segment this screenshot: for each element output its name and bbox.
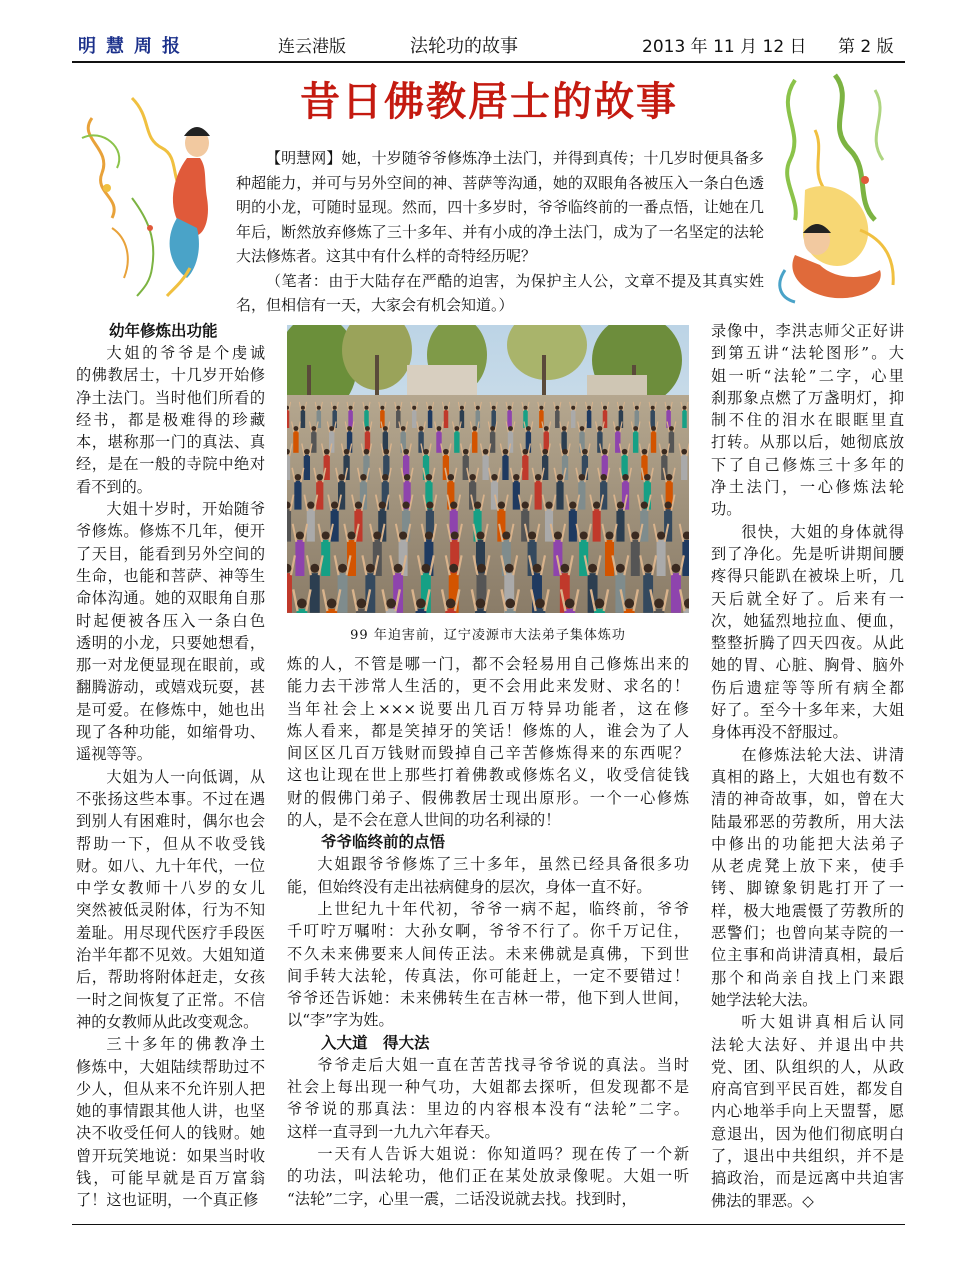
text-line: 爷爷还告诉她：未来佛转生在吉林一带，他下到人世间， <box>287 989 689 1008</box>
text-line: 样，极大地震慑了劳教所的 <box>711 901 904 920</box>
text-line: 功。 <box>711 500 742 519</box>
text-line: 这样一直寻到一九九六年春天。 <box>287 1122 500 1141</box>
text-line: 大姐十岁时，开始随爷 <box>106 500 265 519</box>
text-line: 的人，是不会在意人世间的功名利禄的！ <box>287 811 561 830</box>
text-line: 位主事和尚讲清真相，最后 <box>711 946 904 965</box>
text-line: 了天目，能看到另外空间的 <box>76 544 265 563</box>
text-line: 的功法，叫法轮功，他们正在某处放录像呢。大姐一听 <box>287 1167 689 1186</box>
section-heading-childhood: 幼年修炼出功能 <box>109 322 218 340</box>
center-paragraph-1 <box>287 853 689 898</box>
text-line: 决不收受任何人的钱财。她 <box>76 1124 265 1143</box>
edition-label: 连云港版 <box>278 37 346 57</box>
text-line: 这也让现在世上那些打着佛教或修炼名义，收受信徒钱 <box>287 766 689 785</box>
text-line: 财。如八、九十年代，一位 <box>76 856 265 875</box>
text-line: 不久未来佛要来人间传正法。未来佛就是真佛，下到世 <box>287 944 689 963</box>
text-line: 录像中，李洪志师父正好讲 <box>711 322 904 340</box>
newspaper-brand: 明慧周报 <box>78 36 190 57</box>
text-line: 了！这也证明，一个真正修 <box>76 1191 259 1210</box>
column-center <box>287 653 689 1210</box>
text-line: 曾开玩笑地说：如果当时收 <box>76 1146 265 1165</box>
column-left-body <box>76 342 265 1212</box>
text-line: 的佛教居士，十几岁开始修 <box>76 366 265 385</box>
issue-date: 2013 年 11 月 12 日 <box>642 37 807 57</box>
text-line: 能力去干涉常人生活的，更不会用此来发财、求名的！ <box>287 677 689 696</box>
text-line: 生命，也能和菩萨、神等生 <box>76 566 265 585</box>
text-line: 羞耻。用尽现代医疗手段医 <box>76 923 265 942</box>
text-line: 身体再没不舒服过。 <box>711 723 848 742</box>
author-note-paragraph: （笔者：由于大陆存在严酷的迫害，为保护主人公，文章不提及其真实姓名，但相信有一天，大家会有机会知道。） <box>236 271 764 314</box>
text-line: 能，但始终没有走出祛病健身的层次，身体一直不好。 <box>287 877 652 896</box>
text-line: 经，是在一般的寺院中绝对 <box>76 455 265 474</box>
center-paragraph-2 <box>287 898 689 1032</box>
text-line: 法轮大法好、并退出中共 <box>711 1035 904 1054</box>
text-line: 上世纪九十年代初，爷爷一病不起，临终前，爷爷 <box>317 899 689 918</box>
text-line: 不张扬这些本事。不过在遇 <box>76 789 265 808</box>
text-line: 突然被低灵附体，行为不知 <box>76 901 265 920</box>
text-line: 命体沟通。她的双眼角自那 <box>76 589 265 608</box>
text-line: 内心地举手向上天盟誓，愿 <box>711 1102 904 1121</box>
text-line: “法轮”二字，心里一震，二话没说就去找。找到时， <box>287 1189 637 1208</box>
text-line: 伤后遗症等等所有病全都 <box>711 678 904 697</box>
text-line: 她的事情跟其他人讲，也坚 <box>76 1102 265 1121</box>
group-exercise-photo <box>287 325 689 613</box>
text-line: 真相的路上，大姐也有数不 <box>711 767 904 786</box>
center-paragraph-continued <box>287 653 689 831</box>
text-line: 透明的小龙，只要她想看， <box>76 633 265 652</box>
text-line: 翻腾游动，或嬉戏玩耍，甚 <box>76 678 265 697</box>
text-line: 清的神奇故事，如，曾在大 <box>711 790 904 809</box>
text-line: 天后就全好了。后来有一 <box>711 589 904 608</box>
text-line: 大姐的爷爷是个虔诚 <box>106 344 265 362</box>
text-line: 到别人有困难时，偶尔也会 <box>76 812 265 831</box>
text-line: 了，退出中共组织，并不是 <box>711 1146 904 1165</box>
text-line: 很快，大姐的身体就得 <box>741 522 904 541</box>
text-line: 一时之间恢复了正常。不信 <box>76 990 265 1009</box>
text-line: 社会上每出现一种气功，大姐都去探听，但发现都不是 <box>287 1078 689 1097</box>
text-line: 制不住的泪水在眼眶里直 <box>711 411 904 430</box>
text-line: 疼得只能趴在被垛上听，几 <box>711 567 904 586</box>
text-line: 她学法轮大法。 <box>711 990 818 1009</box>
text-line: 钱，可能早就是百万富翁 <box>76 1168 265 1187</box>
text-line: 在修炼法轮大法、讲清 <box>741 745 904 764</box>
text-line: 那个和尚亲自找上门来跟 <box>711 968 904 987</box>
center-paragraph-3 <box>287 1054 689 1143</box>
text-line: 遥视等等。 <box>76 745 152 764</box>
text-line: 后，帮助将附体赶走，女孩 <box>76 968 265 987</box>
column-right-body <box>711 320 904 1212</box>
text-line: 是可爱。在修炼中，她也出 <box>76 700 265 719</box>
header-rule <box>72 61 905 63</box>
text-line: 整整折腾了四天四夜。从此 <box>711 634 904 653</box>
text-line: 千叮咛万嘱咐：大孙女啊，爷爷不行了。你千万记住， <box>287 922 689 941</box>
text-line: 佛法的罪恶。◇ <box>711 1191 814 1210</box>
text-line: 财的假佛门弟子、假佛教居士现出原形。一个一心修炼 <box>287 788 689 807</box>
article-intro <box>236 146 764 318</box>
text-line: 搞政治，而是远离中共迫害 <box>711 1169 904 1188</box>
text-line: 那一对龙便显现在眼前，或 <box>76 656 265 675</box>
page-number: 第 2 版 <box>838 37 894 57</box>
text-line: 本，堪称那一门的真法、真 <box>76 433 265 452</box>
text-line: 刹那象点燃了万盏明灯，抑 <box>711 388 904 407</box>
text-line: 她的胃、心脏、胸骨、脑外 <box>711 656 904 675</box>
text-line: 神的女教师从此改变观念。 <box>76 1012 259 1031</box>
text-line: 净土法门，一心修炼法轮 <box>711 478 904 497</box>
text-line: 帮助一下，但从不收受钱 <box>76 834 265 853</box>
text-line: 到第五讲“法轮图形”。大 <box>711 344 904 363</box>
text-line: 下了自己修炼三十多年的 <box>711 455 904 474</box>
text-line: 到了净化。先是听讲期间腰 <box>711 544 904 563</box>
text-line: 间区区几百万钱财而毁掉自己辛苦修炼得来的东西呢？ <box>287 744 689 763</box>
text-line: 经书，都是极难得的珍藏 <box>76 410 265 429</box>
text-line: 次，她猛烈地拉血、便血， <box>711 611 904 630</box>
text-line: 治半年都不见效。大姐知道 <box>76 946 265 965</box>
text-line: 爷爷走后大姐一直在苦苦找寻爷爷说的真法。当时 <box>317 1055 689 1074</box>
text-line: 好了。至今十多年来，大姐 <box>711 701 904 720</box>
text-line: 三十多年的佛教净土 <box>106 1035 265 1054</box>
text-line: 听大姐讲真相后认同 <box>741 1013 904 1032</box>
text-line: 一天有人告诉大姐说：你知道吗？现在传了一个新 <box>317 1144 689 1163</box>
text-line: 大姐跟爷爷修炼了三十多年，虽然已经具备很多功 <box>317 855 689 874</box>
text-line: 爷爷说的那真法：里边的内容根本没有“法轮”二字。 <box>287 1100 689 1119</box>
text-line: 炼人看来，都是笑掉牙的笑话！修炼的人，谁会为了人 <box>287 721 689 740</box>
flying-deity-right-image <box>765 70 905 305</box>
text-line: 从老虎凳上放下来，使手 <box>711 857 904 876</box>
text-line: 炼的人，不管是哪一门，都不会轻易用自己修炼出来的 <box>287 655 689 673</box>
text-line: 净土法门。当时他们所看的 <box>76 388 265 407</box>
intro-lead-paragraph: 【明慧网】她，十岁随爷爷修炼净土法门，并得到真传；十几岁时便具备多种超能力，并可与另外空间的神、菩萨等沟通，她的双眼角各被压入一条白色透明的小龙，可随时显现。然而，四十多岁时，爷爷临终前的一番点悟，让她在几年后，断然放弃修炼了三十多年、并有小成的净土法门，成为了一名坚定的法轮大法修炼者。这其中有什么样的奇特经历呢？ <box>236 149 764 265</box>
text-line: 意退出，因为他们彻底明白 <box>711 1124 904 1143</box>
text-line: 恶警们；也曾向某寺院的一 <box>711 924 904 943</box>
flying-deity-left-image <box>72 78 222 298</box>
text-line: 打转。从那以后，她彻底放 <box>711 433 904 452</box>
text-line: 姐一听“法轮”二字，心里 <box>711 366 904 385</box>
text-line: 当年社会上×××说要出几百万特异功能者，这在修 <box>287 699 689 718</box>
text-line: 修炼中，大姐陆续帮助过不 <box>76 1057 265 1076</box>
section-heading-enter-dao: 入大道 得大法 <box>321 1033 430 1052</box>
text-line: 大姐为人一向低调，从 <box>106 767 265 786</box>
column-left <box>76 320 265 1212</box>
photo-caption: 99 年迫害前，辽宁凌源市大法弟子集体炼功 <box>350 628 626 643</box>
text-line: 间手转大法轮，传真法，你可能赶上，一定不要错过！ <box>287 966 689 985</box>
article-title: 昔日佛教居士的故事 <box>300 78 678 125</box>
text-line: 看不到的。 <box>76 477 152 496</box>
section-heading-grandfather: 爷爷临终前的点悟 <box>321 833 446 852</box>
text-line: 爷修炼。修炼不几年，便开 <box>76 522 265 541</box>
text-line: 党、团、队组织的人，从政 <box>711 1057 904 1076</box>
text-line: 现了各种功能，如缩骨功、 <box>76 723 265 742</box>
text-line: 少人，但从来不允许别人把 <box>76 1079 265 1098</box>
section-label: 法轮功的故事 <box>410 36 518 57</box>
text-line: 陆最邪恶的劳教所，用大法 <box>711 812 904 831</box>
column-right <box>711 320 904 1212</box>
text-line: 铐、脚镣象钥匙打开了一 <box>711 879 904 898</box>
text-line: 中修出的功能把大法弟子 <box>711 834 904 853</box>
center-paragraph-4 <box>287 1143 689 1210</box>
footer-rule <box>72 1224 905 1225</box>
text-line: 府高官到平民百姓，都发自 <box>711 1080 904 1099</box>
text-line: 中学女教师十八岁的女儿 <box>76 879 265 898</box>
text-line: 时起便被各压入一条白色 <box>76 611 265 630</box>
text-line: 以“李”字为姓。 <box>287 1011 394 1030</box>
